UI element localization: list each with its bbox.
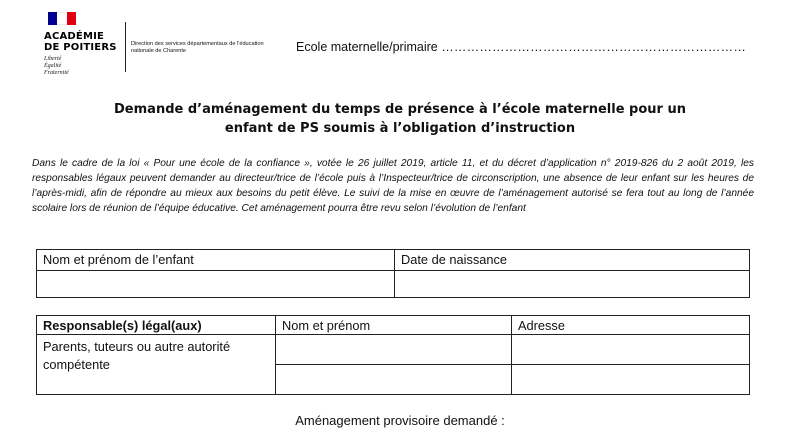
- academy-logo: [44, 12, 134, 77]
- guardian2-address-field[interactable]: [512, 365, 750, 395]
- academy-name-line2: DE POITIERS: [44, 42, 117, 53]
- birth-date-field[interactable]: [395, 271, 750, 298]
- motto-liberte: Liberté: [44, 56, 62, 62]
- guardian-type-label: Parents, tuteurs ou autre autorité compétente: [37, 335, 276, 395]
- guardian1-name-field[interactable]: [276, 335, 512, 365]
- school-label: Ecole maternelle/primaire: [296, 40, 438, 54]
- arrangement-requested-label: Aménagement provisoire demandé :: [295, 413, 505, 428]
- address-header: Adresse: [512, 316, 750, 335]
- intro-paragraph: Dans le cadre de la loi « Pour une école de la confiance », votée le 26 juillet 2019, article 11, et du décret d’application n° 2019-826 du 2 août 2019, les responsables légaux peuvent demander au directeur/trice de l’école puis à l’Inspecteur/trice de circonscription, une absence de leur enfant sur les heures de l’après-midi, afin de répondre au mieux aux besoins du petit élève. Le suivi de la mise en œuvre de l’aménagement autorisé se fera tout au long de l’année scolaire lors de réunion de l’équipe éducative. Cet aménagement pourra être revu selon l’évolution de l’enfant: [32, 158, 754, 214]
- birth-date-header: Date de naissance: [395, 250, 750, 271]
- school-field: [296, 40, 746, 54]
- motto-egalite: Égalité: [44, 63, 62, 69]
- republic-motto: [44, 56, 134, 77]
- academy-name: [44, 31, 134, 53]
- document-title-line1: Demande d’aménagement du temps de présence à l’école maternelle pour un: [114, 102, 686, 117]
- department-name: Direction des services départementaux de l'éducation nationale de Charente: [131, 41, 264, 54]
- guardian2-name-field[interactable]: [276, 365, 512, 395]
- child-table: [36, 249, 750, 298]
- school-input-dots[interactable]: ………………………………………………………………: [441, 40, 747, 54]
- child-name-field[interactable]: [37, 271, 395, 298]
- guardian1-address-field[interactable]: [512, 335, 750, 365]
- document-title-line2: enfant de PS soumis à l’obligation d’instruction: [224, 121, 576, 136]
- academy-name-line1: ACADÉMIE: [44, 31, 105, 42]
- responsible-header: Responsable(s) légal(aux): [37, 316, 276, 335]
- child-name-header: Nom et prénom de l’enfant: [37, 250, 395, 271]
- guardian-table: [36, 315, 750, 395]
- header-divider: [125, 22, 126, 72]
- name-header: Nom et prénom: [276, 316, 512, 335]
- republic-flag-icon: [48, 12, 76, 25]
- motto-fraternite: Fraternité: [44, 70, 69, 76]
